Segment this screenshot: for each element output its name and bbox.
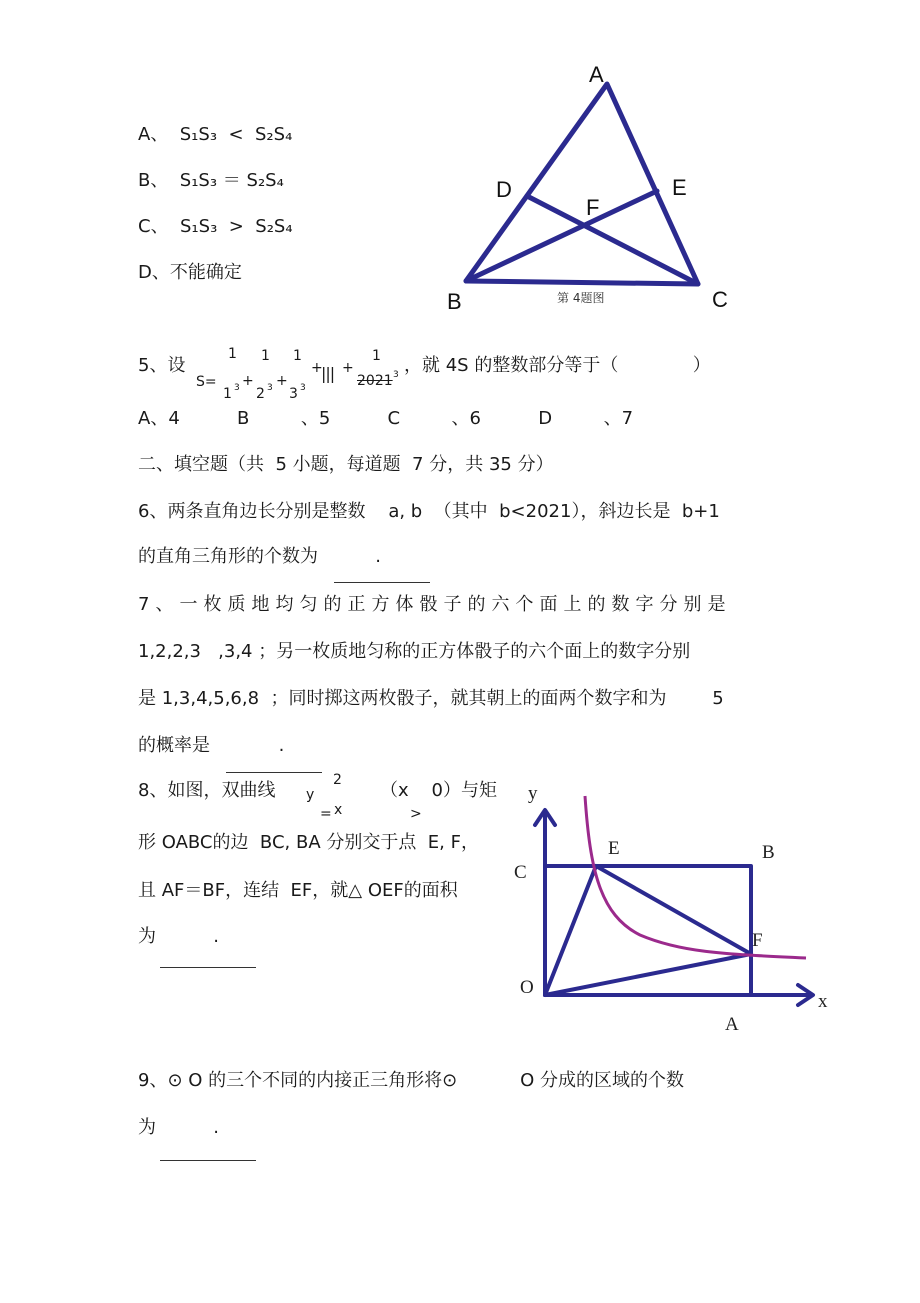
q6-line-2: 的直角三角形的个数为 . (138, 546, 381, 567)
q8-equals: = (320, 806, 332, 822)
point-c-label: C (712, 287, 728, 312)
q5-plus-2: + (276, 373, 288, 389)
q5-exp-1: 3 (234, 383, 240, 393)
q8-line-2: 形 OABC的边 BC, BA 分别交于点 E, F， (138, 832, 479, 853)
point-e-label: E (672, 175, 687, 200)
point-o-label: O (520, 977, 534, 998)
axis-y-label: y (528, 783, 538, 804)
segment-of (545, 954, 751, 995)
segment-ef (596, 866, 751, 954)
q5-den-1: 1 (223, 386, 232, 402)
q8-condition: （x 0）与矩 (380, 780, 497, 801)
q7-line-4: 的概率是 . (138, 735, 285, 756)
q8-line-4: 为 . (138, 926, 219, 947)
q4-option-d: D、不能确定 (138, 262, 242, 283)
q7-line-3: 是 1,3,4,5,6,8 ；同时掷这两枚骰子，就其朝上的面两个数字和为 5 (138, 688, 724, 709)
q5-plus-1: + (242, 373, 254, 389)
point-a-label: A (725, 1014, 739, 1035)
q9-answer-blank (160, 1160, 256, 1161)
segment-oe (545, 866, 596, 995)
point-a-label: A (589, 62, 604, 87)
q5-den-3: 3 (289, 386, 298, 402)
q5-ellipsis: ||| (321, 364, 335, 383)
point-f-label: F (752, 930, 763, 951)
q5-prefix: 5、设 (138, 355, 186, 376)
q9-line-2: 为 . (138, 1117, 219, 1138)
q5-s-equals: S= (196, 374, 217, 390)
q8-denominator-x: x (334, 802, 343, 818)
q5-num-3: 1 (293, 348, 302, 364)
q5-den-4: 2021 (357, 373, 393, 389)
q8-numerator: 2 (333, 772, 342, 788)
point-e-label: E (608, 838, 620, 859)
q5-den-2: 2 (256, 386, 265, 402)
q4-option-a: A、 S₁S₃ < S₂S₄ (138, 124, 293, 145)
section-2-heading: 二、填空题（共 5 小题，每道题 7 分，共 35 分） (138, 454, 554, 475)
q5-exp-4: 3 (393, 370, 399, 380)
q8-line-1: 8、如图，双曲线 (138, 780, 276, 801)
axis-x-label: x (818, 991, 828, 1012)
point-f-label: F (586, 195, 600, 220)
q7-line-1: 7、一枚质地均匀的正方体骰子的六个面上的数字分别是 (138, 594, 732, 615)
point-b-label: B (447, 289, 462, 314)
q5-plus-4: + (342, 360, 354, 376)
point-b-label: B (762, 842, 775, 863)
q5-exp-2: 3 (267, 383, 273, 393)
q8-line-3: 且 AF＝BF，连结 EF，就△ OEF的面积 (138, 880, 458, 901)
q5-plus-3: + (311, 360, 323, 376)
q5-num-1: 1 (228, 346, 237, 362)
q5-options: A、4 B 、5 C 、6 D 、7 (138, 408, 634, 429)
q7-line-2: 1,2,2,3 ,3,4 ；另一枚质地匀称的正方体骰子的六个面上的数字分别 (138, 641, 691, 662)
q8-greater-than: > (410, 806, 422, 822)
point-c-label: C (514, 862, 527, 883)
q5-suffix: ，就 4S 的整数部分等于（ ） (404, 355, 711, 376)
q5-num-2: 1 (261, 348, 270, 364)
q8-y: y (306, 787, 315, 803)
figure-caption: 第 4题图 (557, 291, 605, 305)
q5-num-4: 1 (372, 348, 381, 364)
q4-option-b: B、 S₁S₃ ＝ S₂S₄ (138, 170, 284, 191)
q6-line-1: 6、两条直角边长分别是整数 a, b （其中 b<2021），斜边长是 b+1 (138, 501, 720, 522)
point-d-label: D (496, 177, 512, 202)
q5-exp-3: 3 (300, 383, 306, 393)
q9-line-1: 9、⊙ O 的三个不同的内接正三角形将⊙ O 分成的区域的个数 (138, 1070, 685, 1091)
q4-option-c: C、 S₁S₃ > S₂S₄ (138, 216, 293, 237)
